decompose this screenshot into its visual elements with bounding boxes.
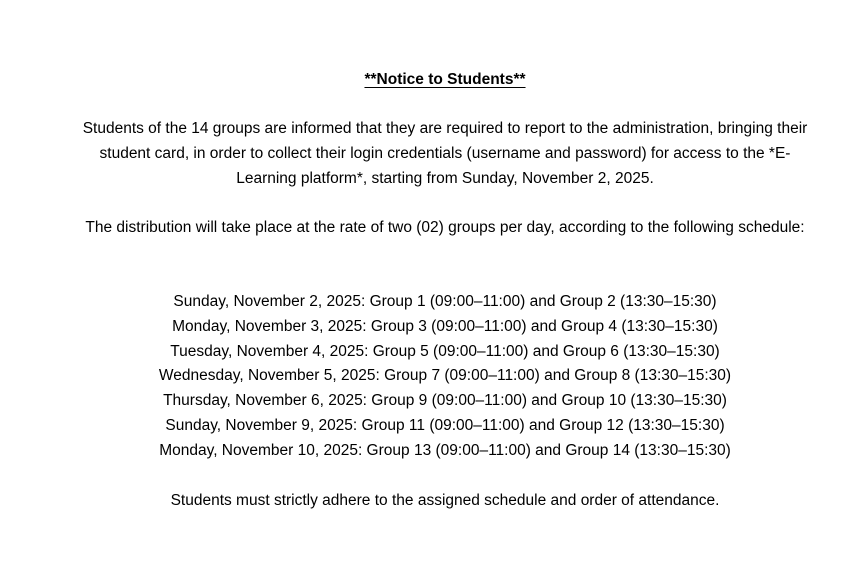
- schedule-list: [60, 290, 830, 464]
- notice-intro-paragraph: Students of the 14 groups are informed that they are required to report to the administration, bringing their student card, in order to collect their login credentials (username and password) for access to the *E-Learning platform*, starting from Sunday, November 2, 2025.: [82, 120, 808, 187]
- schedule-item: Thursday, November 6, 2025: Group 9 (09:00–11:00) and Group 10 (13:30–15:30): [163, 392, 727, 410]
- closing-paragraph: Students must strictly adhere to the assigned schedule and order of attendance.: [170, 492, 720, 509]
- schedule-item: Monday, November 3, 2025: Group 3 (09:00–11:00) and Group 4 (13:30–15:30): [172, 317, 718, 335]
- distribution-paragraph: The distribution will take place at the rate of two (02) groups per day, according to the following schedule:: [85, 219, 805, 236]
- schedule-item: Monday, November 10, 2025: Group 13 (09:00–11:00) and Group 14 (13:30–15:30): [159, 441, 731, 459]
- notice-title-text: **Notice to Students**: [364, 71, 526, 88]
- schedule-item: Wednesday, November 5, 2025: Group 7 (09:00–11:00) and Group 8 (13:30–15:30): [158, 367, 732, 385]
- schedule-item: Tuesday, November 4, 2025: Group 5 (09:00–11:00) and Group 6 (13:30–15:30): [170, 342, 720, 360]
- notice-title: [60, 68, 830, 93]
- schedule-item: Sunday, November 9, 2025: Group 11 (09:00–11:00) and Group 12 (13:30–15:30): [165, 416, 725, 434]
- schedule-item: Sunday, November 2, 2025: Group 1 (09:00–11:00) and Group 2 (13:30–15:30): [173, 293, 717, 310]
